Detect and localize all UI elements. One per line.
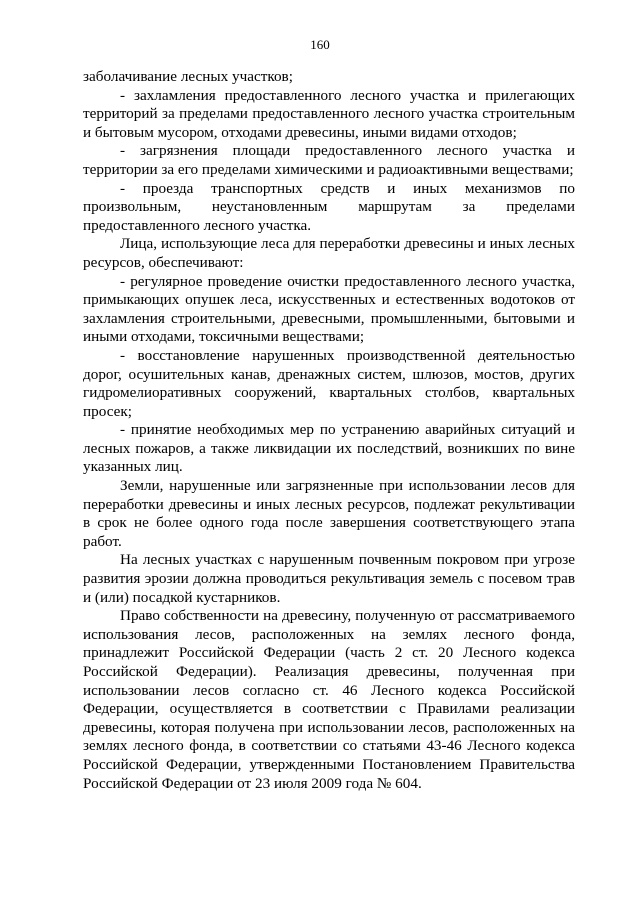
paragraph-10: На лесных участках с нарушенным почвенным покровом при угрозе развития эрозии должна проводиться рекультивация земель с посевом трав и (или) посадкой кустарников. [83,551,575,606]
paragraph-2: - захламления предоставленного лесного участка и прилегающих территорий за пределами предоставленного лесного участка строительным и бытовым мусором, отходами древесины, иными видами отходов; [83,86,575,141]
paragraph-1: заболачивание лесных участков; [83,68,293,85]
paragraph-9: Земли, нарушенные или загрязненные при использовании лесов для переработки древесины и иных лесных ресурсов, подлежат рекультивации в срок не более одного года после завершения соответствующего этапа работ. [83,477,575,550]
paragraph-3: - загрязнения площади предоставленного лесного участка и территории за его пределами химическими и радиоактивными веществами; [83,142,575,178]
document-body [83,68,575,793]
paragraph-4: - проезда транспортных средств и иных механизмов по произвольным, неустановленным маршрутам за пределами предоставленного лесного участка. [83,179,575,234]
page-number: 160 [310,37,330,52]
paragraph-7: - восстановление нарушенных производственной деятельностью дорог, осушительных канав, дренажных систем, шлюзов, мостов, других гидромелиоративных сооружений, квартальных столбов, квартальных просек; [83,346,575,420]
paragraph-6: - регулярное проведение очистки предоставленного лесного участка, примыкающих опушек леса, искусственных и естественных водотоков от захламления строительными, древесными, промышленными, бытовыми и иными отходами, токсичными веществами; [83,272,575,346]
paragraph-5: Лица, использующие леса для переработки древесины и иных лесных ресурсов, обеспечивают: [83,235,575,271]
paragraph-11: Право собственности на древесину, полученную от рассматриваемого использования лесов, расположенных на землях лесного фонда, принадлежит Российской Федерации (часть 2 ст. 20 Лесного кодекса Российской Федерации). Реализация древесины, полученная при использовании лесов согласно ст. 46 Лесного кодекса Российской Федерации, осуществляется в соответствии с Правилами реализации древесины, которая получена при использовании лесов, расположенных на землях лесного фонда, в соответствии со статьями 43-46 Лесного кодекса Российской Федерации, утвержденными Постановлением Правительства Российской Федерации от 23 июля 2009 года № 604. [83,607,575,792]
paragraph-8: - принятие необходимых мер по устранению аварийных ситуаций и лесных пожаров, а также ликвидации их последствий, возникших по вине указанных лиц. [83,421,575,476]
